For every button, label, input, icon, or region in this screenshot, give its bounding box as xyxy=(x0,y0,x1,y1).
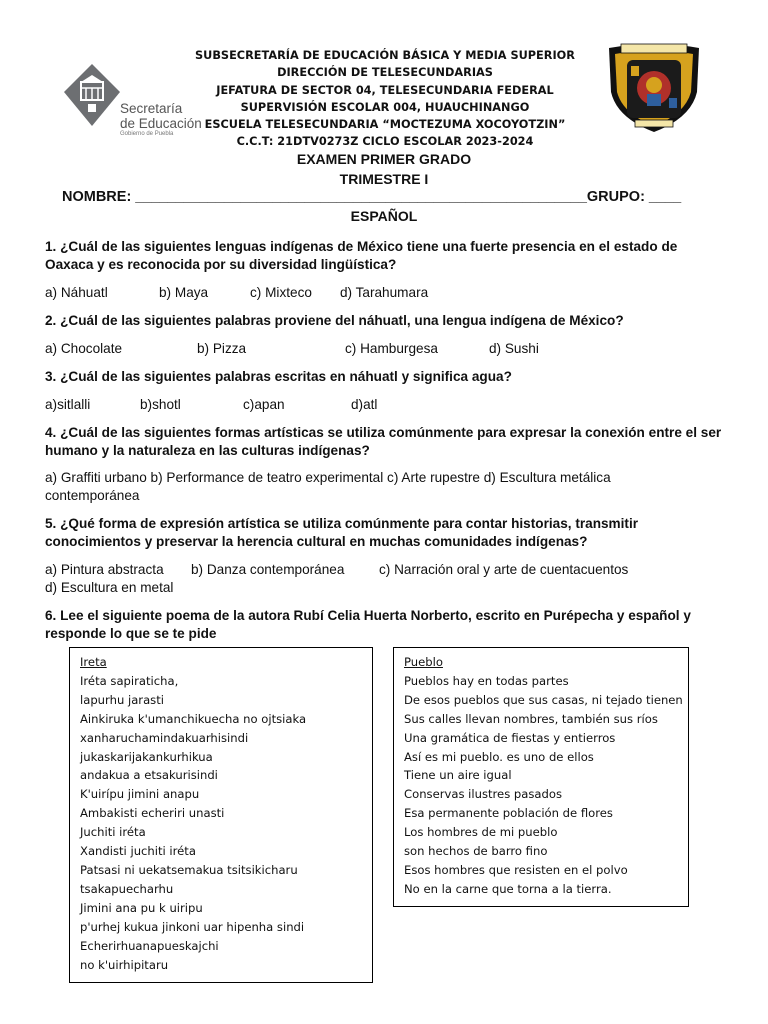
poem-line: xanharuchamindakuarhisindi xyxy=(80,730,249,745)
header-line: C.C.T: 21DTV0273Z CICLO ESCOLAR 2023-2024 xyxy=(236,135,534,149)
question-2: 2. ¿Cuál de las siguientes palabras proviene del náhuatl, una lengua indígena de México? xyxy=(45,313,624,328)
school-header xyxy=(190,47,580,151)
option-b[interactable]: b) Pizza xyxy=(197,341,247,356)
option-d[interactable]: d) Escultura en metal xyxy=(45,580,174,595)
poem-line: Echerirhuanapueskajchi xyxy=(80,938,219,953)
poem-line: De esos pueblos que sus casas, ni tejado tienen xyxy=(404,692,683,707)
question-3: 3. ¿Cuál de las siguientes palabras escritas en náhuatl y significa agua? xyxy=(45,369,512,384)
poem-line: Iréta sapiraticha, xyxy=(80,673,179,688)
poem-line: Esa permanente población de flores xyxy=(404,806,613,821)
poem-line: andakua a etsakurisindi xyxy=(80,768,218,783)
answers-4[interactable]: a) Graffiti urbano b) Performance de teatro experimental c) Arte rupestre d) Escultura metálica contemporánea xyxy=(45,470,611,503)
poem-line: lapurhu jarasti xyxy=(80,692,164,707)
logo-text: Secretaría de Educación xyxy=(120,101,202,131)
poem-spanish xyxy=(393,647,689,907)
logo-subtext: Gobierno de Puebla xyxy=(120,131,174,137)
option-a[interactable]: a) Pintura abstracta xyxy=(45,562,164,577)
option-c[interactable]: c) Hamburgesa xyxy=(345,341,438,356)
exam-title: EXAMEN PRIMER GRADO xyxy=(296,151,472,167)
poem-line: Jimini ana pu k uiripu xyxy=(80,900,203,915)
name-group-field[interactable]: NOMBRE: ________________________________________________________GRUPO: ____ xyxy=(62,189,682,205)
trimester-title: TRIMESTRE I xyxy=(339,171,429,187)
poem-line: tsakapuecharhu xyxy=(80,881,174,896)
option-c[interactable]: c)apan xyxy=(243,397,285,412)
header-line: DIRECCIÓN DE TELESECUNDARIAS xyxy=(277,66,493,80)
option-c[interactable]: c) Mixteco xyxy=(250,285,312,300)
poem-line: Patsasi ni uekatsemakua tsitsikicharu xyxy=(80,862,298,877)
question-6: 6. Lee el siguiente poema de la autora Rubí Celia Huerta Norberto, escrito en Purépecha y español y responde lo que se te pide xyxy=(45,608,691,641)
poem-line: Ainkiruka k'umanchikuecha no ojtsiaka xyxy=(80,711,307,726)
poem-title: Pueblo xyxy=(404,655,443,669)
poem-line: Los hombres de mi pueblo xyxy=(404,825,558,840)
header-line: JEFATURA DE SECTOR 04, TELESECUNDARIA FEDERAL xyxy=(216,83,554,97)
school-badge xyxy=(601,42,707,134)
answers-5 xyxy=(45,561,735,597)
header-line: ESCUELA TELESECUNDARIA “MOCTEZUMA XOCOYOTZIN” xyxy=(204,118,566,132)
option-d[interactable]: d)atl xyxy=(351,397,378,412)
shield-icon xyxy=(601,42,707,134)
poem-line: K'uirípu jimini anapu xyxy=(80,787,200,802)
poem-line: Tiene un aire igual xyxy=(404,768,512,783)
poem-line: Una gramática de fiestas y entierros xyxy=(404,730,616,745)
option-c[interactable]: c) Narración oral y arte de cuentacuentos xyxy=(379,562,629,577)
poem-purepecha xyxy=(69,647,373,983)
poem-line: Xandisti juchiti iréta xyxy=(80,844,196,859)
question-1: 1. ¿Cuál de las siguientes lenguas indígenas de México tiene una fuerte presencia en el estado de Oaxaca y es reconocida por su diversidad lingüística? xyxy=(45,239,678,272)
poem-line: Sus calles llevan nombres, también sus ríos xyxy=(404,711,658,726)
option-d[interactable]: d) Tarahumara xyxy=(340,285,429,300)
question-4: 4. ¿Cuál de las siguientes formas artísticas se utiliza comúnmente para expresar la conexión entre el ser humano y la naturaleza en las culturas indígenas? xyxy=(45,425,722,458)
option-a[interactable]: a) Náhuatl xyxy=(45,285,108,300)
poem-line: son hechos de barro fino xyxy=(404,844,548,859)
poem-line: Juchiti iréta xyxy=(80,825,146,840)
question-5: 5. ¿Qué forma de expresión artística se utiliza comúnmente para contar historias, transmitir conocimientos y preservar la herencia cultural en muchas comunidades indígenas? xyxy=(45,516,639,549)
poem-line: Esos hombres que resisten en el polvo xyxy=(404,862,628,877)
poem-line: Así es mi pueblo. es uno de ellos xyxy=(404,749,594,764)
option-a[interactable]: a)sitlalli xyxy=(45,397,91,412)
poem-line: Ambakisti echeriri unasti xyxy=(80,806,225,821)
poem-line: Pueblos hay en todas partes xyxy=(404,673,569,688)
poem-line: No en la carne que torna a la tierra. xyxy=(404,881,612,896)
option-b[interactable]: b) Danza contemporánea xyxy=(191,562,345,577)
seal-icon xyxy=(62,62,122,128)
header-line: SUPERVISIÓN ESCOLAR 004, HUAUCHINANGO xyxy=(240,100,530,114)
subject-title: ESPAÑOL xyxy=(350,208,418,224)
poem-line: Conservas ilustres pasados xyxy=(404,787,563,802)
poem-line: jukaskarijakankurhikua xyxy=(80,749,213,764)
poem-title: Ireta xyxy=(80,655,107,669)
option-a[interactable]: a) Chocolate xyxy=(45,341,123,356)
header-line: SUBSECRETARÍA DE EDUCACIÓN BÁSICA Y MEDIA SUPERIOR xyxy=(195,49,575,62)
poem-line: p'urhej kukua jinkoni uar hipenha sindi xyxy=(80,919,305,934)
poem-line: no k'uirhipitaru xyxy=(80,957,169,972)
option-d[interactable]: d) Sushi xyxy=(489,341,539,356)
option-b[interactable]: b) Maya xyxy=(159,285,209,300)
option-b[interactable]: b)shotl xyxy=(140,397,181,412)
